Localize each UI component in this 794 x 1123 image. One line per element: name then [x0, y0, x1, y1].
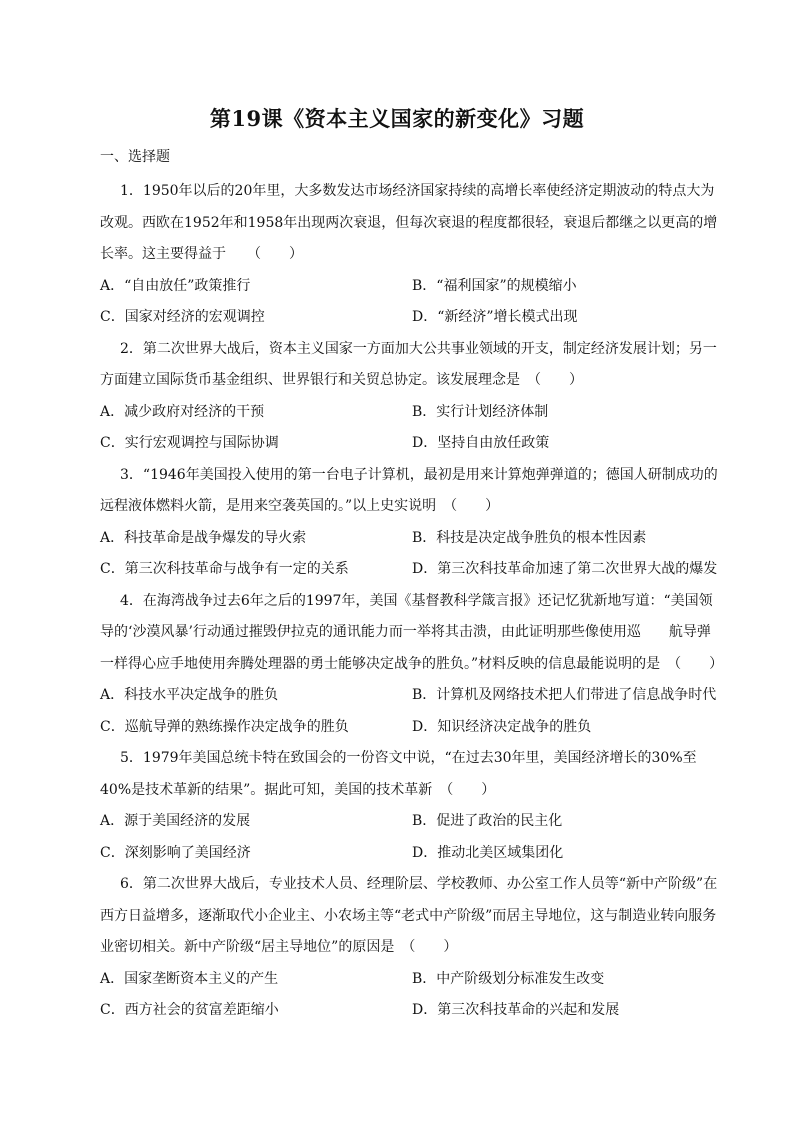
question-stem: 3．“1946年美国投入使用的第一台电子计算机，最初是用来计算炮弹弹道的；德国人研制成功的远程液体燃料火箭，是用来空袭英国的。”以上史实说明 （ ） — [100, 466, 718, 514]
option-d: D．“新经济”增长模式出现 — [412, 309, 578, 325]
option-c: C．实行宏观调控与国际协调 — [100, 435, 279, 451]
option-b: B．“福利国家”的规模缩小 — [412, 277, 577, 294]
question-stem: 6．第二次世界大战后，专业技术人员、经理阶层、学校教师、办公室工作人员等“新中产阶级”在西方日益增多，逐渐取代小企业主、小农场主等“老式中产阶级”而居主导地位，这与制造业转向服务业密切相关。新中产阶级“居主导地位”的原因是 （ ） — [100, 876, 718, 955]
option-grid — [100, 680, 724, 743]
option-grid — [100, 964, 724, 1027]
option-b: B．促进了政治的民主化 — [412, 813, 563, 829]
section-heading: 一、选择题 — [100, 149, 170, 165]
option-d: D．知识经济决定战争的胜负 — [412, 718, 592, 735]
option-c: C．西方社会的贫富差距缩小 — [100, 1002, 279, 1018]
question-stem: 2．第二次世界大战后，资本主义国家一方面加大公共事业领域的开支，制定经济发展计划；另一方面建立国际货币基金组织、世界银行和关贸总协定。该发展理念是 （ ） — [100, 340, 717, 388]
option-grid — [100, 271, 724, 334]
option-a: A．科技革命是战争爆发的导火索 — [100, 529, 307, 546]
option-d: D．推动北美区域集团化 — [412, 844, 564, 861]
option-c: C．第三次科技革命与战争有一定的关系 — [100, 561, 349, 577]
option-b: B．中产阶级划分标准发生改变 — [412, 970, 605, 987]
question-stem: 5．1979年美国总统卡特在致国会的一份咨文中说，“在过去30年里，美国经济增长的30%至40%是技术革新的结果”。据此可知，美国的技术革新 （ ） — [100, 750, 697, 798]
option-b: B．实行计划经济体制 — [412, 403, 549, 420]
option-grid — [100, 523, 724, 586]
question-stem: 4．在海湾战争过去6年之后的1997年，美国《基督教科学箴言报》还记忆犹新地写道：“美国领导的‘沙漠风暴’行动通过摧毁伊拉克的通讯能力而一举将其击溃，由此证明那些像使用巡 航导弹一样得心应手地使用奔腾处理器的勇士能够决定战争的胜负。”材料反映的信息最能说明的是 （ ） — [100, 592, 724, 672]
option-d: D．坚持自由放任政策 — [412, 435, 550, 451]
question-1 — [100, 176, 724, 334]
option-c: C．国家对经济的宏观调控 — [100, 309, 265, 325]
option-a: A．源于美国经济的发展 — [100, 813, 251, 829]
option-grid — [100, 806, 724, 869]
option-a: A．国家垄断资本主义的产生 — [100, 970, 279, 987]
question-stem: 1．1950年以后的20年里，大多数发达市场经济国家持续的高增长率使经济定期波动的特点大为改观。西欧在1952年和1958年出现两次衰退，但每次衰退的程度都很轻，衰退后都继之以更高的增长率。这主要得益于 （ ） — [100, 183, 718, 262]
option-d: D．第三次科技革命加速了第二次世界大战的爆发 — [412, 561, 718, 577]
option-a: A．减少政府对经济的干预 — [100, 403, 265, 420]
question-4 — [100, 586, 724, 744]
option-c: C．巡航导弹的熟练操作决定战争的胜负 — [100, 718, 349, 735]
option-grid — [100, 397, 724, 460]
question-2 — [100, 334, 724, 460]
option-a: A．“自由放任”政策推行 — [100, 277, 251, 294]
option-d: D．第三次科技革命的兴起和发展 — [412, 1002, 620, 1018]
question-5 — [100, 743, 724, 869]
option-b: B．科技是决定战争胜负的根本性因素 — [412, 529, 647, 546]
option-b: B．计算机及网络技术把人们带进了信息战争时代 — [412, 687, 717, 703]
option-a: A．科技水平决定战争的胜负 — [100, 687, 279, 703]
question-list — [100, 176, 724, 1027]
document-title: 第19课《资本主义国家的新变化》习题 — [209, 106, 585, 131]
option-c: C．深刻影响了美国经济 — [100, 844, 251, 861]
question-3 — [100, 460, 724, 586]
question-6 — [100, 869, 724, 1027]
